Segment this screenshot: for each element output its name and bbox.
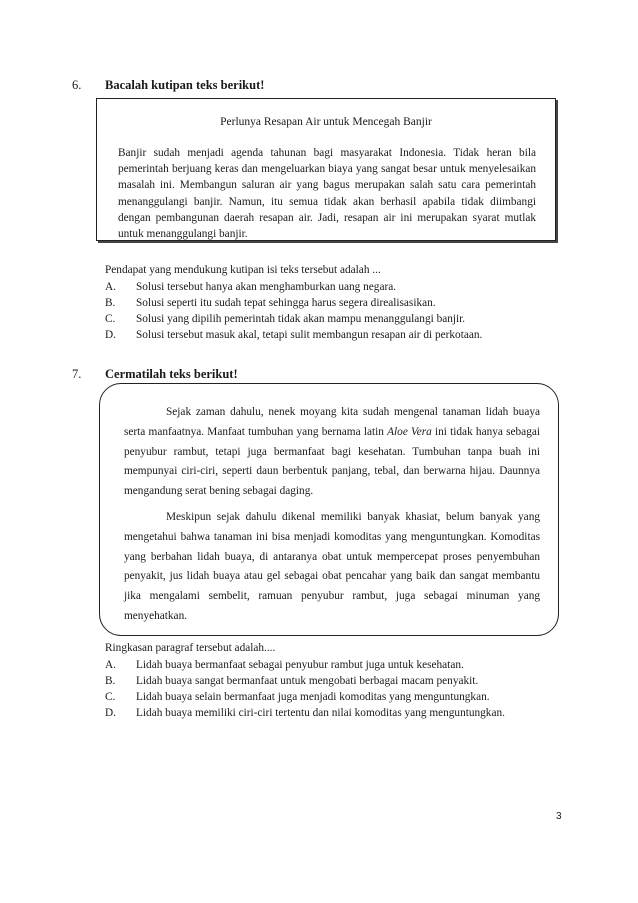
question-6-number: 6. bbox=[72, 78, 82, 92]
question-7-prompt: Ringkasan paragraf tersebut adalah.... bbox=[105, 642, 276, 654]
option-text: Solusi yang dipilih pemerintah tidak akan mampu menanggulangi banjir. bbox=[136, 313, 466, 325]
option-text: Solusi seperti itu sudah tepat sehingga harus segera direalisasikan. bbox=[136, 297, 436, 309]
option-letter: B. bbox=[105, 297, 116, 309]
latin-name: Aloe Vera bbox=[387, 425, 432, 438]
option-text: Lidah buaya memiliki ciri-ciri tertentu dan nilai komoditas yang menguntungkan. bbox=[136, 707, 505, 719]
question-6-option-d[interactable] bbox=[105, 329, 575, 345]
question-7-passage bbox=[124, 403, 540, 627]
option-letter: A. bbox=[105, 659, 116, 671]
question-6-instruction: Bacalah kutipan teks berikut! bbox=[105, 78, 265, 92]
question-7-option-a[interactable] bbox=[105, 659, 575, 675]
page-number: 3 bbox=[556, 811, 562, 822]
option-letter: D. bbox=[105, 329, 116, 341]
question-6-option-c[interactable] bbox=[105, 313, 575, 329]
option-letter: D. bbox=[105, 707, 116, 719]
option-text: Lidah buaya selain bermanfaat juga menjadi komoditas yang menguntungkan. bbox=[136, 691, 490, 703]
option-text: Lidah buaya bermanfaat sebagai penyubur rambut juga untuk kesehatan. bbox=[136, 659, 464, 671]
question-6-option-a[interactable] bbox=[105, 281, 575, 297]
question-6-prompt: Pendapat yang mendukung kutipan isi teks tersebut adalah ... bbox=[105, 264, 381, 276]
option-text: Solusi tersebut masuk akal, tetapi sulit membangun resapan air di perkotaan. bbox=[136, 329, 483, 341]
passage-paragraph-2: Meskipun sejak dahulu dikenal memiliki banyak khasiat, belum banyak yang mengetahui bahwa tanaman ini bisa menjadi komoditas yang menguntungkan. Komoditas yang berbahan lidah buaya, di antaranya obat untuk mempercepat proses penyembuhan penyakit, jus lidah buaya atau gel sebagai obat pencahar yang baik dan sangat membantu jika mengalami sembelit, ramuan penyubur rambut, juga sebagai minuman yang menyehatkan. bbox=[124, 510, 540, 622]
question-7-passage-box bbox=[99, 383, 559, 636]
option-letter: B. bbox=[105, 675, 116, 687]
question-7-option-c[interactable] bbox=[105, 691, 575, 707]
question-6-passage-box bbox=[96, 98, 556, 241]
question-7-option-b[interactable] bbox=[105, 675, 575, 691]
question-6-option-b[interactable] bbox=[105, 297, 575, 313]
question-6-passage-title: Perlunya Resapan Air untuk Mencegah Banjir bbox=[220, 116, 432, 128]
question-6-passage: Banjir sudah menjadi agenda tahunan bagi masyarakat Indonesia. Tidak heran bila pemerintah berjuang keras dan mengeluarkan biaya yang sangat besar untuk menyelesaikan masalah ini. Membangun saluran air yang bagus merupakan salah satu cara pemerintah menanggulangi banjir. Namun, itu semua tidak akan berhasil apabila tidak diimbangi dengan pembangunan daerah resapan air. Jadi, resapan air ini merupakan syarat mutlak untuk menanggulangi banjir. bbox=[118, 147, 536, 241]
question-7-number: 7. bbox=[72, 367, 82, 381]
option-text: Solusi tersebut hanya akan menghamburkan uang negara. bbox=[136, 281, 397, 293]
option-letter: C. bbox=[105, 313, 116, 325]
passage-paragraph-1: Sejak zaman dahulu, nenek moyang kita sudah mengenal tanaman lidah buaya serta manfaatnya. Manfaat tumbuhan yang bernama latin Aloe Vera ini tidak hanya sebagai penyubur rambut, tetapi juga bermanfaat bagi kesehatan. Tumbuhan tanpa buah ini mempunyai ciri-ciri, seperti daun berbentuk panjang, tebal, dan berwarna hijau. Daunnya mengandung serat bening sebagai daging. bbox=[124, 406, 541, 498]
option-text: Lidah buaya sangat bermanfaat untuk mengobati berbagai macam penyakit. bbox=[136, 675, 479, 687]
question-7-option-d[interactable] bbox=[105, 707, 575, 723]
question-7-instruction: Cermatilah teks berikut! bbox=[105, 367, 238, 381]
option-letter: C. bbox=[105, 691, 116, 703]
option-letter: A. bbox=[105, 281, 116, 293]
